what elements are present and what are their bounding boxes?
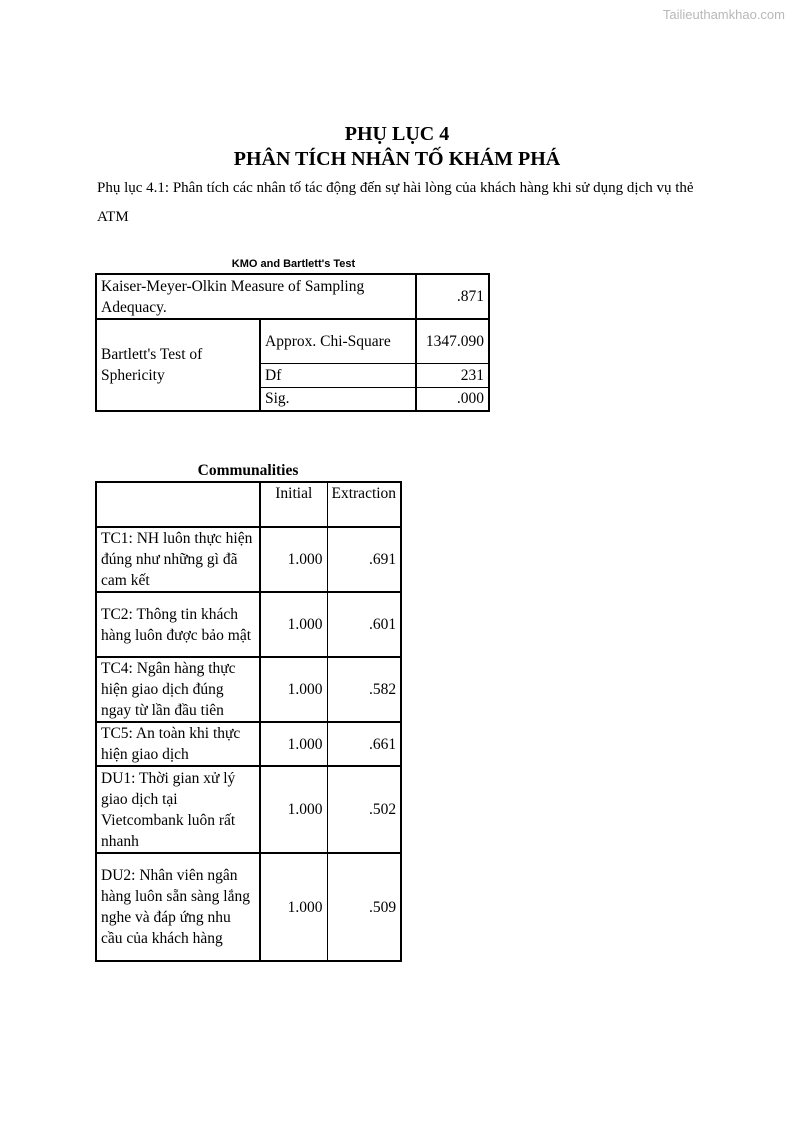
item-label: TC2: Thông tin khách hàng luôn được bảo mật	[96, 592, 260, 657]
communalities-table	[95, 481, 402, 962]
communalities-header-row	[96, 482, 401, 527]
initial-value: 1.000	[260, 722, 327, 766]
extraction-value: .691	[327, 527, 401, 592]
extraction-value: .509	[327, 853, 401, 961]
appendix-subject-title: PHÂN TÍCH NHÂN TỐ KHÁM PHÁ	[233, 148, 561, 170]
watermark: Tailieuthamkhao.com	[662, 7, 785, 22]
extraction-value: .601	[327, 592, 401, 657]
item-label: TC4: Ngân hàng thực hiện giao dịch đúng ngay từ lần đầu tiên	[96, 657, 260, 722]
header-initial: Initial	[260, 482, 327, 527]
sig-value: .000	[416, 387, 489, 411]
sig-label: Sig.	[260, 387, 416, 411]
initial-value: 1.000	[260, 853, 327, 961]
extraction-value: .502	[327, 766, 401, 853]
header-extraction: Extraction	[327, 482, 401, 527]
table-row	[96, 722, 401, 766]
extraction-value: .582	[327, 657, 401, 722]
initial-value: 1.000	[260, 592, 327, 657]
df-label: Df	[260, 363, 416, 387]
kmo-label: Kaiser-Meyer-Olkin Measure of Sampling Adequacy.	[96, 274, 416, 319]
kmo-row	[96, 274, 489, 319]
kmo-value: .871	[416, 274, 489, 319]
table-row	[96, 592, 401, 657]
appendix-title: PHỤ LỤC 4	[344, 123, 450, 145]
table-row	[96, 657, 401, 722]
appendix-subtitle: Phụ lục 4.1: Phân tích các nhân tố tác động đến sự hài lòng của khách hàng khi sử dụng dịch vụ thẻ ATM	[97, 180, 694, 225]
kmo-table-caption: KMO and Bartlett's Test	[231, 258, 356, 270]
df-value: 231	[416, 363, 489, 387]
table-row	[96, 527, 401, 592]
initial-value: 1.000	[260, 766, 327, 853]
item-label: TC5: An toàn khi thực hiện giao dịch	[96, 722, 260, 766]
initial-value: 1.000	[260, 527, 327, 592]
communalities-caption: Communalities	[197, 462, 299, 479]
table-row	[96, 766, 401, 853]
chi-square-row	[96, 319, 489, 363]
item-label: TC1: NH luôn thực hiện đúng như những gì đã cam kết	[96, 527, 260, 592]
chi-square-label: Approx. Chi-Square	[260, 319, 416, 363]
kmo-bartlett-table	[95, 273, 490, 412]
item-label: DU2: Nhân viên ngân hàng luôn sẵn sàng lắng nghe và đáp ứng nhu cầu của khách hàng	[96, 853, 260, 961]
bartlett-label: Bartlett's Test of Sphericity	[96, 319, 260, 411]
initial-value: 1.000	[260, 657, 327, 722]
item-label: DU1: Thời gian xử lý giao dịch tại Vietcombank luôn rất nhanh	[96, 766, 260, 853]
header-blank	[96, 482, 260, 527]
table-row	[96, 853, 401, 961]
chi-square-value: 1347.090	[416, 319, 489, 363]
extraction-value: .661	[327, 722, 401, 766]
